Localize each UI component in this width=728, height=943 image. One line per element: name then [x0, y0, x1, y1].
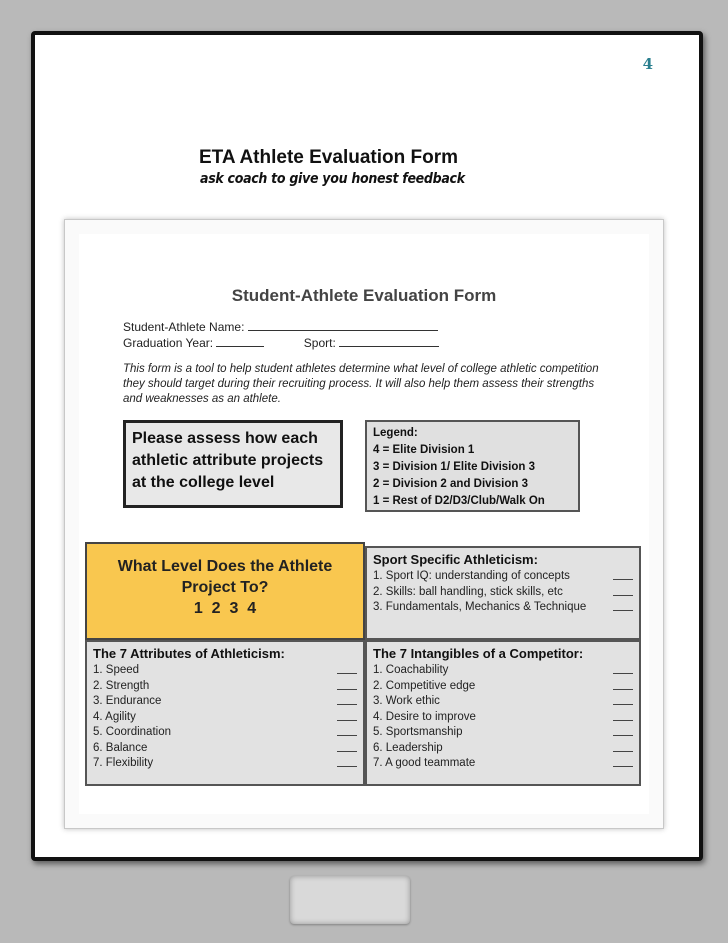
- intangibles-title: The 7 Intangibles of a Competitor:: [373, 646, 584, 661]
- list-item: 6. Leadership: [373, 741, 633, 757]
- list-item: 7. Flexibility: [93, 756, 357, 772]
- list-item: 7. A good teammate: [373, 756, 633, 772]
- score-blank: [337, 756, 357, 767]
- score-blank: [337, 741, 357, 752]
- page-title: ETA Athlete Evaluation Form: [199, 147, 458, 168]
- list-item: 3. Endurance: [93, 694, 357, 710]
- list-item: 2. Strength: [93, 679, 357, 695]
- score-blank: [337, 663, 357, 674]
- name-label: Student-Athlete Name:: [123, 320, 245, 334]
- score-blank: [613, 756, 633, 767]
- score-blank: [337, 694, 357, 705]
- legend-title: Legend:: [373, 427, 418, 439]
- assess-box: Please assess how each athletic attribute projects at the college level: [123, 420, 343, 508]
- score-blank: [337, 725, 357, 736]
- score-blank: [613, 694, 633, 705]
- grad-blank: [216, 336, 264, 347]
- list-item: 1. Coachability: [373, 663, 633, 679]
- score-blank: [613, 585, 633, 596]
- page-subtitle: ask coach to give you honest feedback: [200, 171, 465, 187]
- list-item: 2. Competitive edge: [373, 679, 633, 695]
- score-blank: [337, 679, 357, 690]
- attributes-title: The 7 Attributes of Athleticism:: [93, 646, 285, 661]
- score-blank: [613, 679, 633, 690]
- sport-blank: [339, 336, 439, 347]
- intangibles-box: [365, 640, 641, 786]
- bottom-tab-button[interactable]: [290, 876, 410, 924]
- score-blank: [613, 600, 633, 611]
- list-item: 1. Sport IQ: understanding of concepts: [373, 569, 633, 585]
- list-item: 2. Skills: ball handling, stick skills, etc: [373, 585, 633, 601]
- legend-box: [365, 420, 580, 512]
- grad-sport-field: [123, 336, 439, 350]
- form-intro: This form is a tool to help student athletes determine what level of college athletic competition they should target during their recruiting process. It will also help them assess their strengths and weaknesses as an athlete.: [123, 363, 599, 405]
- list-item: 3. Work ethic: [373, 694, 633, 710]
- score-blank: [613, 569, 633, 580]
- score-blank: [613, 741, 633, 752]
- what-level-levels: 1 2 3 4: [193, 600, 257, 617]
- page-number: 4: [642, 55, 653, 73]
- evaluation-grid: [85, 542, 641, 786]
- what-level-line2: Project To?: [181, 579, 269, 596]
- legend-item: 2 = Division 2 and Division 3: [373, 478, 528, 490]
- score-blank: [613, 725, 633, 736]
- legend-item: 4 = Elite Division 1: [373, 444, 475, 456]
- what-level-line1: What Level Does the Athlete: [117, 558, 333, 575]
- form-heading: Student-Athlete Evaluation Form: [231, 286, 497, 305]
- score-blank: [613, 710, 633, 721]
- form-image: [64, 219, 664, 829]
- list-item: 4. Desire to improve: [373, 710, 633, 726]
- sport-specific-title: Sport Specific Athleticism:: [373, 552, 538, 567]
- attributes-box: [85, 640, 365, 786]
- sport-specific-box: [365, 546, 641, 640]
- score-blank: [613, 663, 633, 674]
- document-page: [31, 31, 703, 861]
- list-item: 6. Balance: [93, 741, 357, 757]
- list-item: 3. Fundamentals, Mechanics & Technique: [373, 600, 633, 616]
- list-item: 1. Speed: [93, 663, 357, 679]
- list-item: 5. Coordination: [93, 725, 357, 741]
- score-blank: [337, 710, 357, 721]
- list-item: 5. Sportsmanship: [373, 725, 633, 741]
- sport-label: Sport:: [303, 336, 336, 350]
- legend-item: 3 = Division 1/ Elite Division 3: [373, 461, 536, 473]
- what-level-box: [85, 542, 365, 640]
- grad-label: Graduation Year:: [123, 336, 214, 350]
- name-blank: [248, 320, 438, 331]
- legend-item: 1 = Rest of D2/D3/Club/Walk On: [373, 495, 545, 507]
- name-field: [123, 320, 438, 334]
- list-item: 4. Agility: [93, 710, 357, 726]
